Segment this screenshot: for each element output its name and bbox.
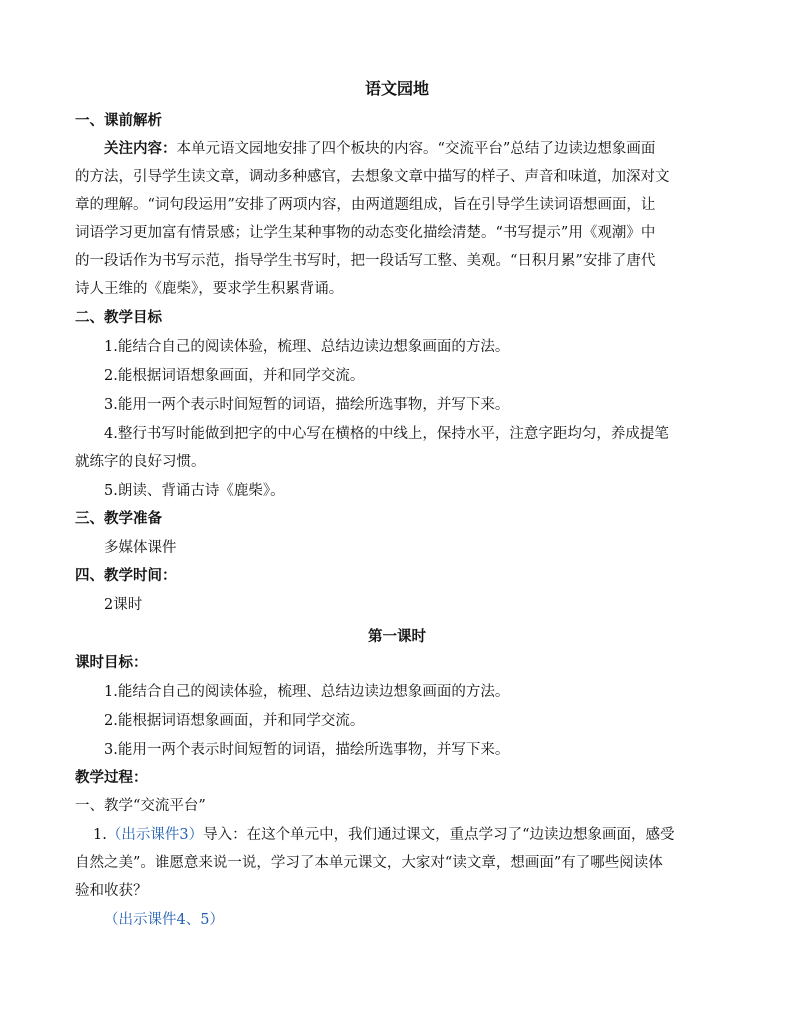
paragraph-line: 词语学习更加富有情景感；让学生某种事物的动态变化描绘清楚。“书写提示”用《观潮》中 bbox=[75, 225, 656, 241]
section-heading-1: 一、课前解析 bbox=[75, 113, 162, 129]
lesson-goals-heading: 课时目标： bbox=[75, 655, 148, 671]
lead-label: 关注内容： bbox=[104, 141, 177, 157]
paragraph-line: 章的理解。“词句段运用”安排了两项内容，由两道题组成，旨在引导学生读词语想画面，让 bbox=[75, 197, 656, 213]
paragraph-line: 诗人王维的《鹿柴》，要求学生积累背诵。 bbox=[75, 281, 344, 297]
item-number: 1. bbox=[93, 827, 107, 843]
lesson-goal-item: 1.能结合自己的阅读体验，梳理、总结边读边想象画面的方法。 bbox=[104, 684, 510, 700]
section-heading-2: 二、教学目标 bbox=[75, 310, 162, 326]
paragraph-line bbox=[104, 139, 655, 159]
lesson-title: 第一课时 bbox=[368, 629, 426, 645]
process-line bbox=[93, 825, 675, 845]
lesson-goal-item: 3.能用一两个表示时间短暂的词语，描绘所选事物，并写下来。 bbox=[104, 742, 510, 758]
process-line: 验和收获？ bbox=[75, 883, 148, 899]
goal-item-cont: 就练字的良好习惯。 bbox=[75, 454, 206, 470]
courseware-note: （出示课件4、5） bbox=[104, 912, 224, 928]
prep-text: 多媒体课件 bbox=[104, 540, 177, 556]
process-line: 自然之美”。谁愿意来说一说，学习了本单元课文，大家对“读文章，想画面”有了哪些阅读体 bbox=[75, 855, 663, 871]
goal-item: 4.整行书写时能做到把字的中心写在横格的中线上，保持水平，注意字距均匀，养成提笔 bbox=[104, 426, 669, 442]
page-title: 语文园地 bbox=[364, 79, 429, 98]
goal-item: 2.能根据词语想象画面，并和同学交流。 bbox=[104, 368, 365, 384]
paragraph-line: 的一段话作为书写示范，指导学生书写时，把一段话写工整、美观。“日积月累”安排了唐代 bbox=[75, 253, 656, 269]
paragraph-text: 本单元语文园地安排了四个板块的内容。“交流平台”总结了边读边想象画面 bbox=[176, 141, 656, 157]
process-text: 导入：在这个单元中，我们通过课文，重点学习了“边读边想象画面，感受 bbox=[203, 827, 675, 843]
courseware-note: （出示课件3） bbox=[106, 827, 204, 843]
paragraph-line: 的方法，引导学生读文章，调动多种感官，去想象文章中描写的样子、声音和味道，加深对文 bbox=[75, 169, 670, 185]
goal-item: 3.能用一两个表示时间短暂的词语，描绘所选事物，并写下来。 bbox=[104, 397, 510, 413]
lesson-goal-item: 2.能根据词语想象画面，并和同学交流。 bbox=[104, 713, 365, 729]
process-part-heading: 一、教学“交流平台” bbox=[75, 798, 206, 814]
goal-item: 1.能结合自己的阅读体验，梳理、总结边读边想象画面的方法。 bbox=[104, 339, 510, 355]
goal-item: 5.朗读、背诵古诗《鹿柴》。 bbox=[104, 483, 285, 499]
section-heading-3: 三、教学准备 bbox=[75, 511, 162, 527]
process-heading: 教学过程： bbox=[75, 770, 148, 786]
time-text: 2课时 bbox=[104, 597, 143, 613]
section-heading-4: 四、教学时间： bbox=[75, 568, 177, 584]
